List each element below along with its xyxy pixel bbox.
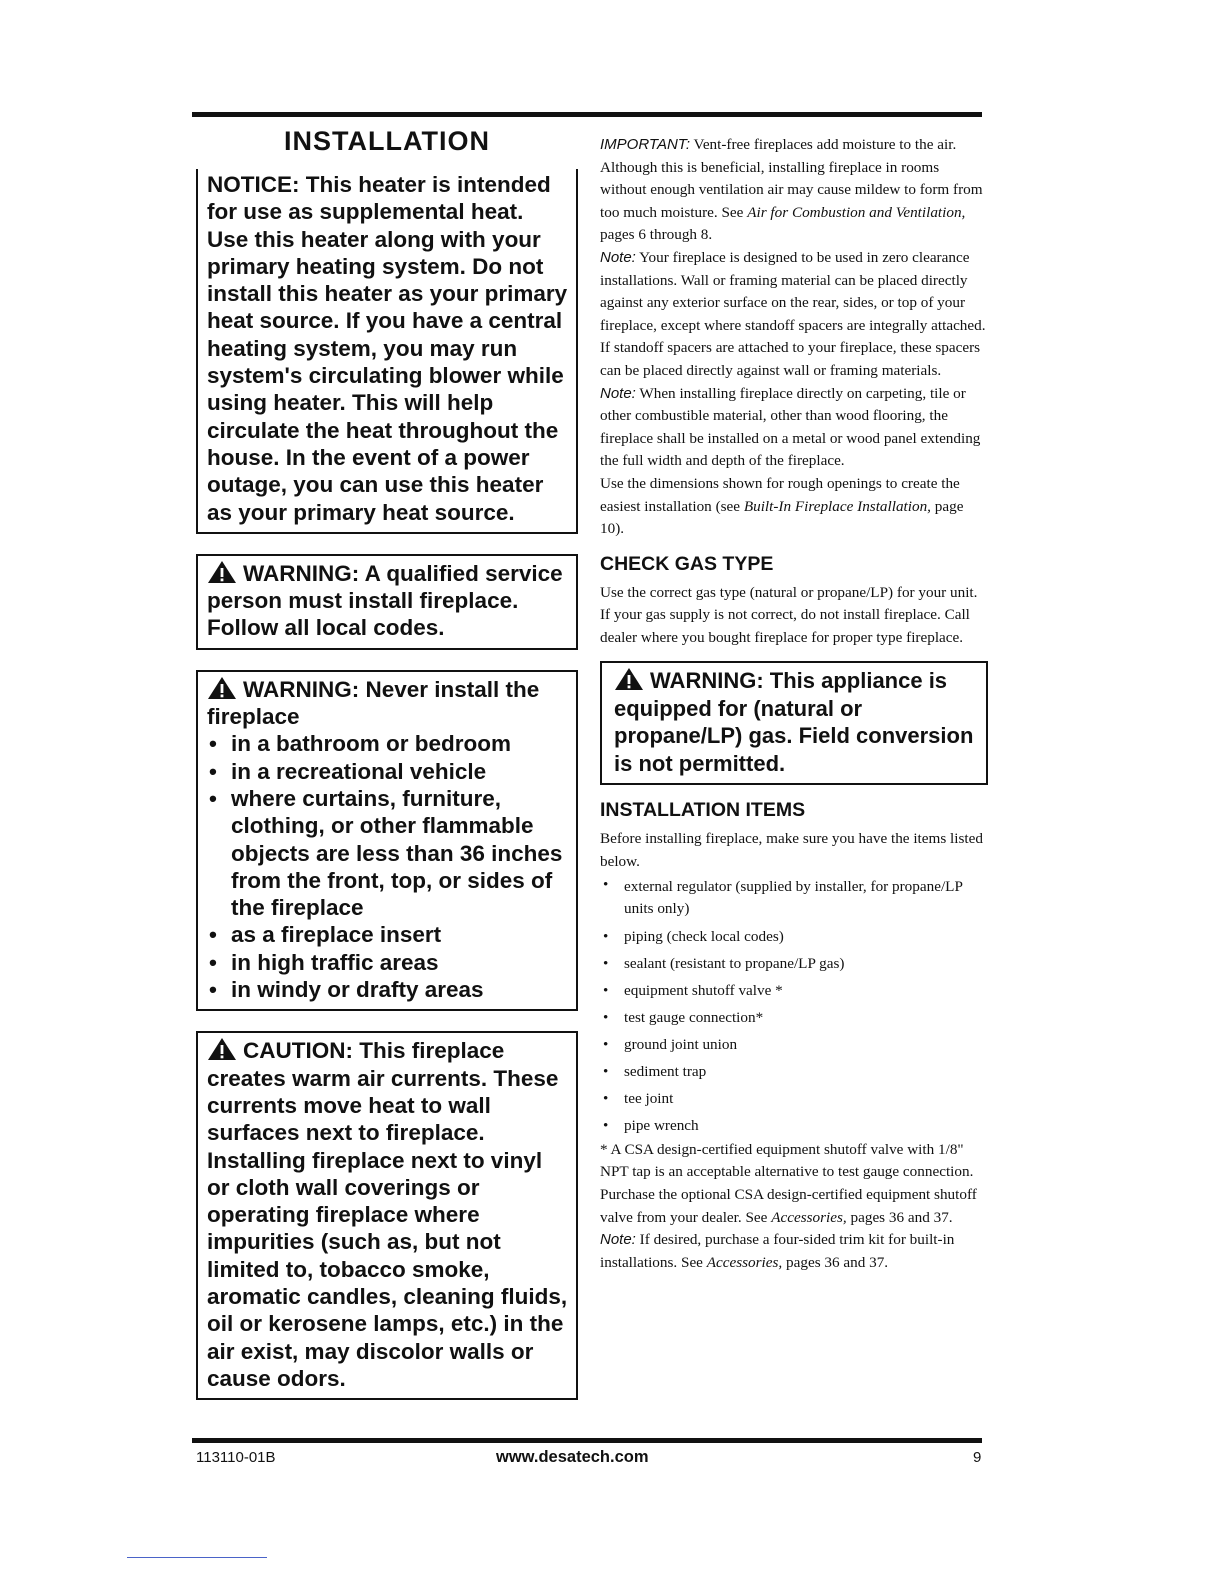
warning-triangle-icon bbox=[207, 560, 237, 584]
note-label: Note: bbox=[600, 1231, 636, 1249]
warning-never-intro: WARNING: Never install the fireplace bbox=[207, 676, 540, 730]
notice-text: NOTICE: This heater is intended for use as supplemental heat. Use this heater along with your primary heating system. Do not install this heater as your primary heat source. If you have a central heating system, you may run system's circulating blower while using heater. This will help circulate the heat throughout the house. In the event of a power outage, you can use this heater as your primary heat source. bbox=[207, 172, 568, 525]
part-number: 113110-01B bbox=[196, 1449, 276, 1466]
important-text: Vent-free fireplaces add moisture to the air. Although this is beneficial, installing fireplace in rooms without enough ventilation air may cause mildew to form from too much moisture. See bbox=[600, 136, 983, 221]
dimensions-tail: page 10). bbox=[600, 497, 964, 538]
note-text: If desired, purchase a four-sided trim kit for built-in installations. See bbox=[600, 1231, 955, 1271]
note-zero-clearance bbox=[600, 247, 988, 383]
left-column bbox=[196, 126, 578, 1400]
caution-box bbox=[196, 1031, 578, 1400]
note-text: Your fireplace is designed to be used in zero clearance installations. Wall or framing material can be placed directly against any exterior surface on the rear, sides, or top of your fireplace, except where standoff spacers are integrally attached. If standoff spacers are attached to your fireplace, these spacers can be placed directly against wall or framing materials. bbox=[600, 248, 986, 379]
installation-items-intro: Before installing fireplace, make sure you have the items listed below. bbox=[600, 830, 983, 871]
link-underline bbox=[127, 1557, 267, 1558]
caution-text: CAUTION: This fireplace creates warm air currents. These currents move heat to wall surfaces next to fireplace. Installing fireplace next to vinyl or cloth wall coverings or operating fireplace where impurities (such as, but not limited to, tobacco smoke, aromatic candles, cleaning fluids, oil or kerosene lamps, etc.) in the air exist, may discolor walls or cause odors. bbox=[207, 1038, 568, 1391]
list-item: • as a fireplace insert bbox=[207, 921, 568, 948]
warning-gas-text: WARNING: This appliance is equipped for (natural or propane/LP) gas. Field conversion is not permitted. bbox=[614, 668, 974, 776]
website-link: www.desatech.com bbox=[496, 1448, 649, 1466]
bottom-rule bbox=[192, 1438, 982, 1443]
installation-items-list bbox=[600, 874, 988, 1139]
list-item: • in a bathroom or bedroom bbox=[207, 730, 568, 757]
important-tail: pages 6 through 8. bbox=[600, 226, 713, 244]
section-title: INSTALLATION bbox=[284, 126, 490, 156]
note-label: Note: bbox=[600, 248, 636, 266]
list-item: • tee joint bbox=[600, 1085, 988, 1112]
notice-box bbox=[196, 169, 578, 534]
list-item: • sealant (resistant to propane/LP gas) bbox=[600, 950, 988, 977]
important-paragraph bbox=[600, 134, 988, 247]
list-item: • where curtains, furniture, clothing, or other flammable objects are less than 36 inches from the front, top, or sides of the fireplace bbox=[207, 785, 568, 921]
dimensions-text: Use the dimensions shown for rough openings to create the easiest installation (see bbox=[600, 474, 960, 515]
warning-qualified-box bbox=[196, 554, 578, 650]
footnote-ref: Accessories, bbox=[771, 1208, 847, 1226]
warning-never-box bbox=[196, 670, 578, 1012]
important-ref: Air for Combustion and Ventilation, bbox=[747, 203, 966, 221]
note-carpeting bbox=[600, 383, 988, 473]
warning-triangle-icon bbox=[614, 667, 644, 691]
footnote-text: * A CSA design-certified equipment shutoff valve with 1/8" NPT tap is an acceptable alternative to test gauge connection. Purchase the optional CSA design-certified equipment shutoff valve from your dealer. See bbox=[600, 1140, 977, 1226]
warning-gas-box bbox=[600, 661, 988, 785]
list-item: • pipe wrench bbox=[600, 1112, 988, 1139]
warning-triangle-icon bbox=[207, 1037, 237, 1061]
note-ref: Accessories, bbox=[706, 1253, 783, 1271]
dimensions-ref: Built-In Fireplace Installation, bbox=[743, 497, 931, 515]
list-item: • external regulator (supplied by installer, for propane/LP units only) bbox=[600, 874, 988, 923]
list-item: • equipment shutoff valve * bbox=[600, 977, 988, 1004]
note-text: When installing fireplace directly on carpeting, tile or other combustible material, other than wood flooring, the fireplace shall be installed on a metal or wood panel extending the full width and depth of the fireplace. bbox=[600, 384, 981, 470]
note-label: Note: bbox=[600, 384, 636, 402]
note-trim-kit bbox=[600, 1229, 988, 1274]
right-column bbox=[600, 134, 988, 1274]
warning-triangle-icon bbox=[207, 676, 237, 700]
top-rule bbox=[192, 112, 982, 117]
list-item: • in high traffic areas bbox=[207, 949, 568, 976]
warning-qualified-text: WARNING: A qualified service person must install fireplace. Follow all local codes. bbox=[207, 560, 563, 641]
note-tail: pages 36 and 37. bbox=[786, 1253, 889, 1271]
list-item: • in a recreational vehicle bbox=[207, 758, 568, 785]
list-item: • in windy or drafty areas bbox=[207, 976, 568, 1003]
page-number: 9 bbox=[973, 1449, 982, 1466]
installation-items-heading: INSTALLATION ITEMS bbox=[600, 799, 806, 822]
footnote-tail: pages 36 and 37. bbox=[850, 1208, 953, 1226]
dimensions-paragraph bbox=[600, 473, 988, 541]
footnote bbox=[600, 1139, 988, 1229]
list-item: • piping (check local codes) bbox=[600, 923, 988, 950]
list-item: • test gauge connection* bbox=[600, 1004, 988, 1031]
important-label: IMPORTANT: bbox=[600, 136, 690, 153]
check-gas-heading: CHECK GAS TYPE bbox=[600, 552, 774, 575]
list-item: • sediment trap bbox=[600, 1058, 988, 1085]
warning-never-list bbox=[207, 730, 568, 1003]
list-item: • ground joint union bbox=[600, 1031, 988, 1058]
check-gas-text: Use the correct gas type (natural or propane/LP) for your unit. If your gas supply is not correct, do not install fireplace. Call dealer where you bought fireplace for proper type fireplace. bbox=[600, 583, 978, 646]
